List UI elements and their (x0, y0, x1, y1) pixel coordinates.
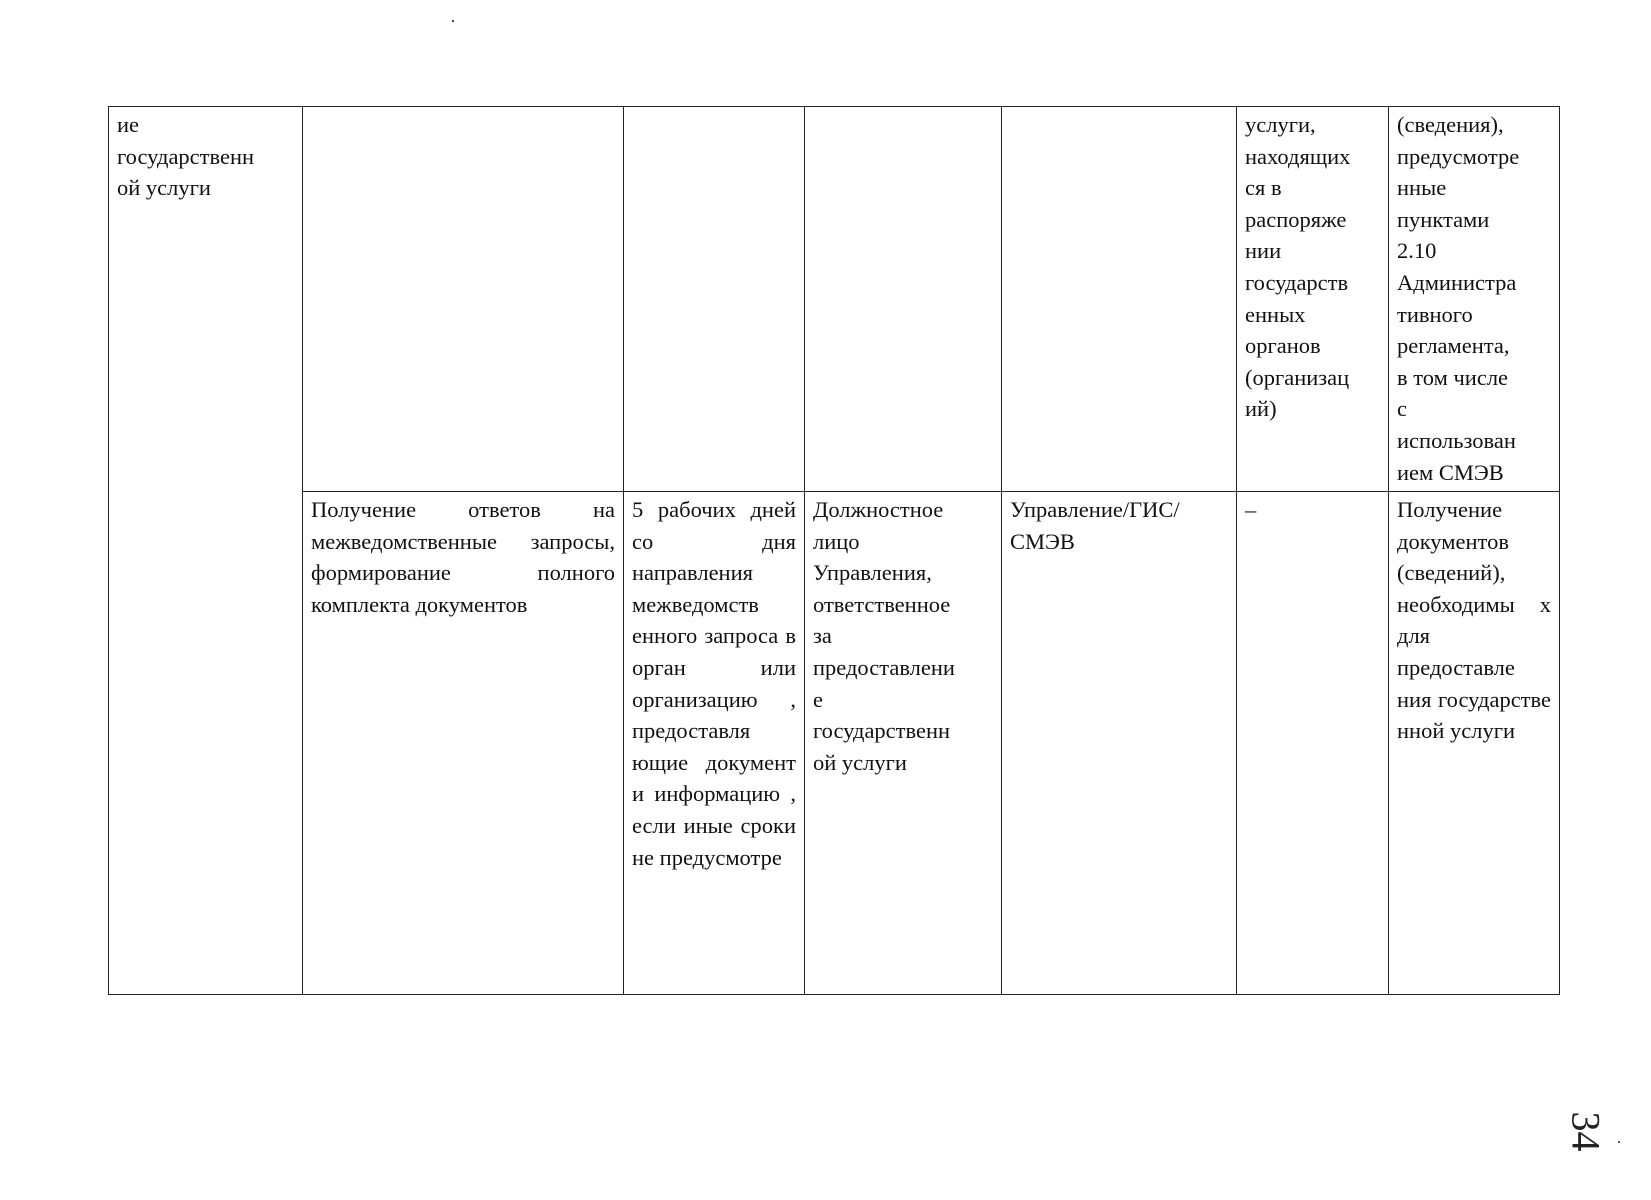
table-cell-criteria (1237, 492, 1389, 995)
table-cell-result (1389, 492, 1560, 995)
scan-speck (1618, 1141, 1620, 1143)
cell-text: – (1245, 497, 1257, 522)
cell-text: 5 рабочих дней со дня направления межведомств енного запроса в орган или организацию , предоставля ющие документ и информацию , если иные сроки не предусмотре (632, 497, 796, 870)
cell-text: Получение ответов на межведомственные запросы, формирование полного комплекта документов (311, 497, 615, 617)
table-cell-procedure-name (109, 107, 303, 995)
cell-text: Управление/ГИС/ СМЭВ (1010, 497, 1180, 554)
page-number: 34 (1563, 1111, 1609, 1152)
table-cell-action (303, 107, 624, 492)
procedure-table (108, 106, 1560, 995)
cell-text: Должностное лицо Управления, ответственное за предоставлени е государственн ой услуги (813, 497, 955, 775)
table-cell-criteria (1237, 107, 1389, 492)
table-cell-result (1389, 107, 1560, 492)
table-cell-action (303, 492, 624, 995)
table-row (109, 492, 1560, 995)
scan-speck (452, 20, 454, 22)
cell-text: услуги, находящих ся в распоряже нии государств енных органов (организац ий) (1245, 112, 1351, 422)
cell-text: Получение документов (сведений), необходимы х для предоставле ния государстве нной услуги (1397, 497, 1551, 744)
table-cell-term (624, 107, 805, 492)
table-cell-resources (1002, 107, 1237, 492)
table-cell-term (624, 492, 805, 995)
table-row (109, 107, 1560, 492)
cell-text: ие государственн ой услуги (117, 112, 255, 201)
table-cell-responsible (805, 107, 1002, 492)
cell-text: (сведения), предусмотре нные пунктами 2.10 Администра тивного регламента, в том числе с использован ием СМЭВ (1397, 112, 1520, 485)
table-cell-responsible (805, 492, 1002, 995)
table-cell-resources (1002, 492, 1237, 995)
